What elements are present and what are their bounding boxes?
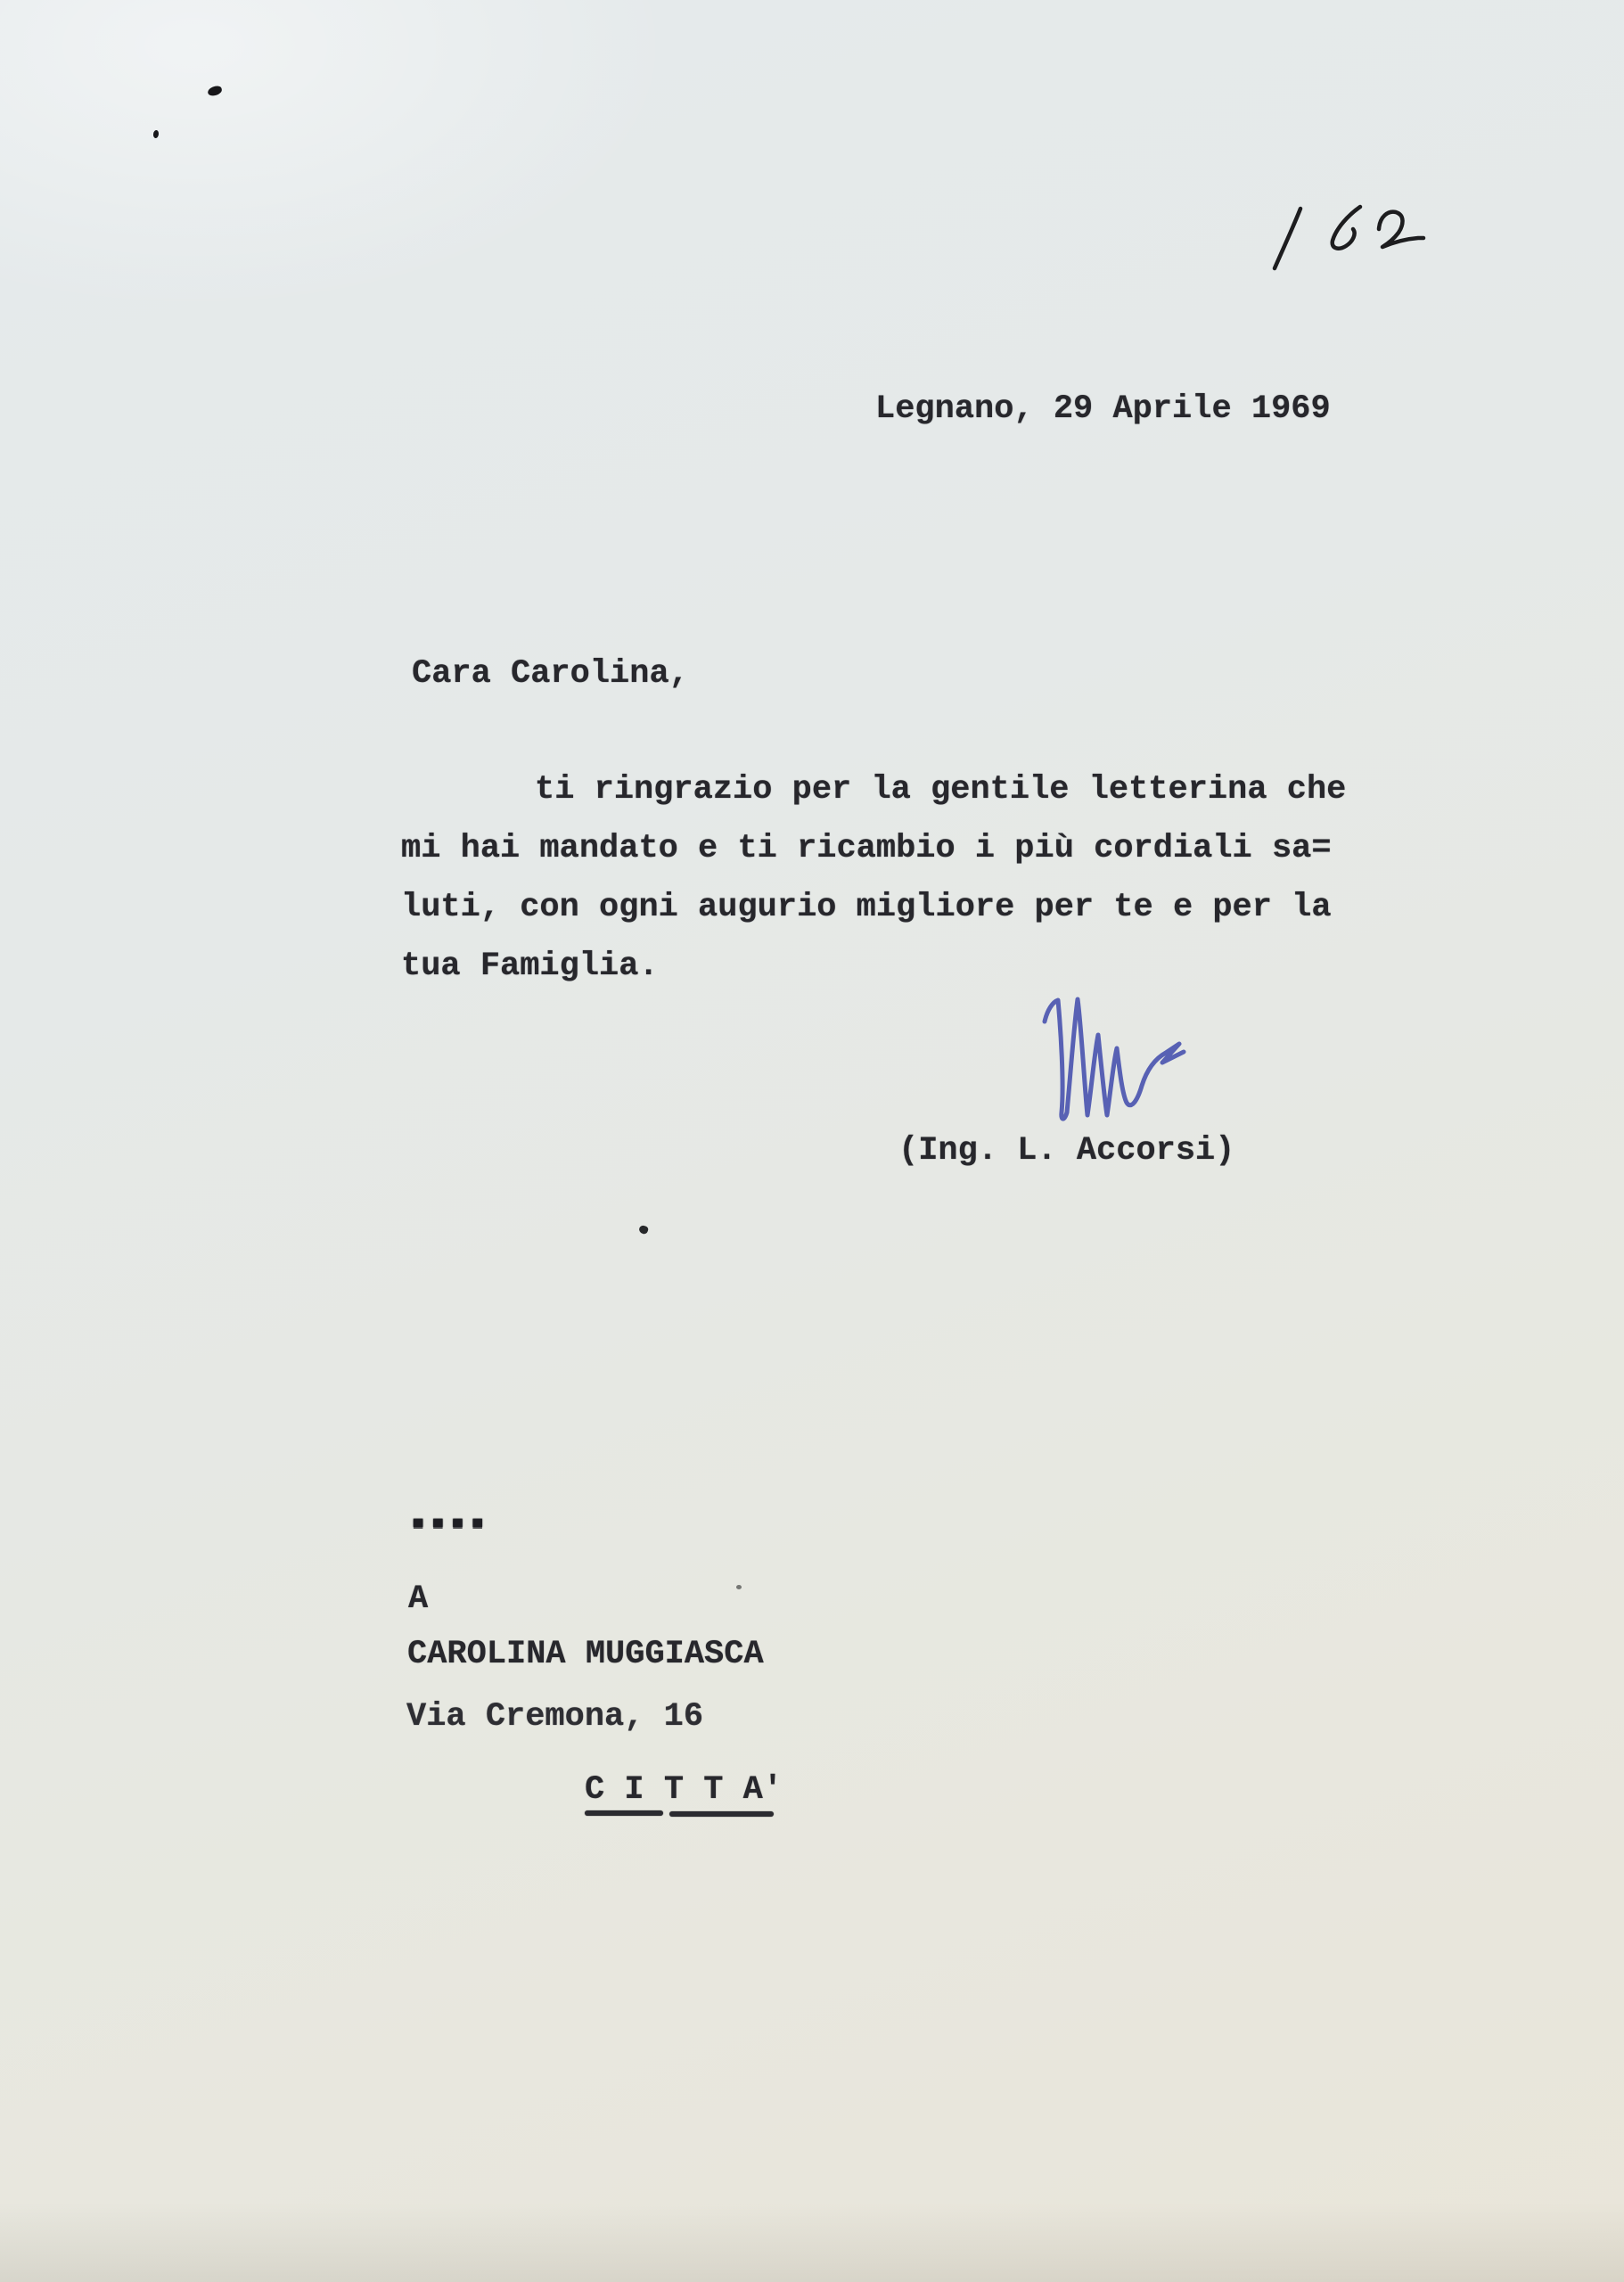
- ink-speck: [736, 1585, 742, 1589]
- body-line: mi hai mandato e ti ricambio i più cordiali sa=: [401, 830, 1332, 867]
- date-line: Legnano, 29 Aprile 1969: [875, 390, 1331, 428]
- citta-underline: [585, 1810, 663, 1816]
- body-line: ti ringrazio per la gentile letterina che: [535, 771, 1347, 809]
- ink-speck: [207, 85, 223, 97]
- separator-dashes: ----: [408, 1484, 488, 1564]
- recipient-city: C I T T A': [585, 1771, 783, 1809]
- ink-speck: [152, 130, 159, 139]
- handwritten-page-number-icon: [1261, 194, 1435, 279]
- body-line: luti, con ogni augurio migliore per te e per la: [401, 889, 1332, 926]
- signer-name: (Ing. L. Accorsi): [898, 1132, 1235, 1170]
- recipient-street: Via Cremona, 16: [406, 1698, 704, 1736]
- recipient-name: CAROLINA MUGGIASCA: [407, 1636, 764, 1673]
- body-line: tua Famiglia.: [401, 948, 659, 985]
- signature-scribble-icon: [1025, 985, 1194, 1132]
- salutation: Cara Carolina,: [412, 655, 689, 693]
- ink-speck: [638, 1225, 649, 1235]
- recipient-prefix: A: [408, 1580, 429, 1618]
- citta-underline: [669, 1811, 774, 1817]
